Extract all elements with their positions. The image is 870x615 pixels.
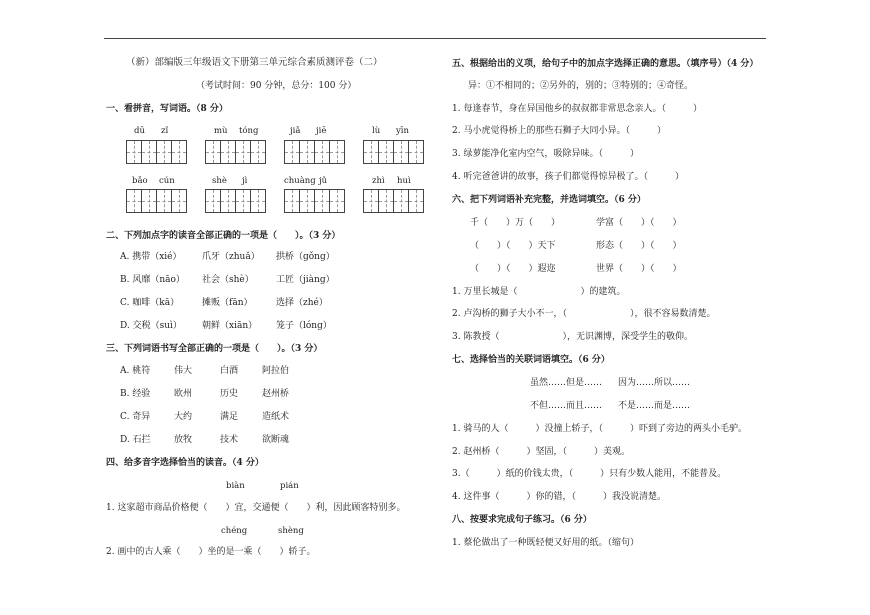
pinyin: dū (134, 126, 145, 136)
answer-grid[interactable] (284, 140, 345, 164)
pinyin: yīn (396, 126, 409, 136)
pinyin: huì (397, 176, 411, 186)
section-5-heading: 五、根据给出的义项，给句子中的加点字选择正确的意思。（填序号）（4 分） (452, 59, 759, 69)
section-2-heading: 二、下列加点字的读音全部正确的一项是（ ）。（3 分） (106, 231, 341, 241)
question-text: 1. 每逢春节，身在异国他乡的叔叔都非常思念亲人。（ ） (452, 104, 702, 114)
option-word: 技术 (220, 435, 239, 445)
question-text: 2. 马小虎觉得桥上的那些石狮子大同小异。（ ） (452, 126, 666, 136)
option-b-word: 社会（shè） (202, 275, 254, 285)
idiom-blank: 形态（ ）（ ） (596, 241, 682, 251)
pinyin: jì (242, 176, 248, 186)
option-d: D. 石拦 (120, 435, 151, 445)
answer-grid[interactable] (126, 189, 187, 213)
answer-grid[interactable] (363, 140, 424, 164)
option-word: 欧州 (174, 389, 193, 399)
answer-grid[interactable] (363, 189, 424, 213)
section-1-heading: 一、看拼音，写词语。（8 分） (106, 104, 228, 114)
pinyin: zǐ (161, 126, 169, 136)
option-c-word: 摊贩（fān） (202, 298, 253, 308)
section-8-heading: 八、按要求完成句子练习。（6 分） (452, 515, 592, 525)
option-word: 欲断魂 (262, 435, 290, 445)
pinyin: chuàng (284, 176, 316, 186)
question-text: 1. 万里长城是（ ）的建筑。 (452, 287, 626, 297)
section-6-heading: 六、把下列词语补充完整，并选词填空。（6 分） (452, 195, 646, 205)
question-text: 4. 这件事（ ）你的错，（ ）我没说清楚。 (452, 492, 666, 502)
pinyin: jiē (316, 126, 327, 136)
option-a-word: 爪牙（zhuǎ） (202, 252, 260, 262)
answer-grid[interactable] (284, 189, 345, 213)
question-text: 1. 这家超市商品价格便（ ）宜，交通便（ ）利，因此顾客特别多。 (106, 503, 406, 513)
option-a: A. 携带（xié） (120, 252, 182, 262)
exam-info: （考试时间：90 分钟，总分：100 分） (196, 81, 357, 91)
idiom-blank: 学富（ ）（ ） (596, 218, 682, 228)
option-d-word: 笼子（lóng） (276, 321, 332, 331)
option-word: 历史 (220, 389, 239, 399)
option-b: B. 经验 (120, 389, 151, 399)
option-b-word: 工匠（jiàng） (276, 275, 335, 285)
answer-grid[interactable] (126, 140, 187, 164)
question-text: 2. 画中的古人乘（ ）坐的是一乘（ ）轿子。 (106, 547, 316, 557)
conjunction-option: 虽然……但是…… (530, 378, 603, 388)
pinyin: shèng (278, 526, 304, 536)
section-4-heading: 四、给多音字选择恰当的读音。（4 分） (106, 458, 264, 468)
option-c-word: 选择（zhé） (276, 298, 328, 308)
definitions: 异：①不相同的；②另外的，别的；③特别的；④奇怪。 (468, 81, 694, 91)
conjunction-option: 不但……而且…… (530, 401, 603, 411)
conjunction-option: 不是……而是…… (618, 401, 691, 411)
question-text: 2. 赵州桥（ ）坚固，（ ）美观。 (452, 447, 630, 457)
option-word: 赵州桥 (262, 389, 290, 399)
pinyin: chéng (221, 526, 248, 536)
idiom-blank: （ ）（ ）天下 (470, 241, 556, 251)
option-word: 满足 (220, 412, 239, 422)
pinyin: pián (280, 481, 299, 491)
answer-grid[interactable] (205, 140, 266, 164)
idiom-blank: 千（ ）万（ ） (470, 218, 561, 228)
option-word: 大约 (174, 412, 193, 422)
option-word: 造纸术 (262, 412, 290, 422)
idiom-blank: （ ）（ ）遐迩 (470, 264, 556, 274)
pinyin: jǔ (319, 176, 328, 186)
option-a: A. 桃符 (120, 366, 151, 376)
pinyin: lù (372, 126, 381, 136)
option-d: D. 交税（suì） (120, 321, 182, 331)
idiom-blank: 世界（ ）（ ） (596, 264, 682, 274)
option-d-word: 朝鲜（xiān） (202, 321, 258, 331)
pinyin: tóng (239, 126, 259, 136)
option-a-word: 拱桥（gǒng） (276, 252, 335, 262)
pinyin: jiǎ (290, 126, 301, 136)
section-3-heading: 三、下列词语书写全部正确的一项是（ ）。（3 分） (106, 344, 323, 354)
pinyin: shè (212, 176, 227, 186)
option-word: 伟大 (174, 366, 193, 376)
pinyin: zhì (372, 176, 385, 186)
paper-title: （新）部编版三年级语文下册第三单元综合素质测评卷（二） (126, 57, 383, 68)
question-text: 1. 蔡伦做出了一种既轻便又好用的纸。（缩句） (452, 538, 639, 548)
answer-grid[interactable] (205, 189, 266, 213)
option-c: C. 奇异 (120, 412, 151, 422)
pinyin: cún (159, 176, 175, 186)
question-text: 2. 卢沟桥的狮子大小不一，（ ），很不容易数清楚。 (452, 309, 716, 319)
option-word: 阿拉伯 (262, 366, 290, 376)
question-text: 3. 绿萝能净化室内空气，吸除异味。（ ） (452, 149, 639, 159)
option-word: 白酒 (220, 366, 239, 376)
option-c: C. 咖啡（kā） (120, 298, 180, 308)
conjunction-option: 因为……所以…… (618, 378, 691, 388)
top-rule (104, 38, 766, 39)
question-text: 4. 听完爸爸讲的故事，孩子们都觉得惊异极了。（ ） (452, 172, 684, 182)
question-text: 3. 陈教授（ ），无识渊博，深受学生的敬仰。 (452, 332, 693, 342)
question-text: 1. 骑马的人（ ）没撞上轿子，（ ）吓到了旁边的两头小毛驴。 (452, 424, 747, 434)
pinyin: biàn (226, 481, 245, 491)
option-b: B. 风靡（nāo） (120, 275, 185, 285)
section-7-heading: 七、选择恰当的关联词语填空。（6 分） (452, 355, 610, 365)
option-word: 放牧 (174, 435, 193, 445)
question-text: 3.（ ）纸的价钱太贵，（ ）只有少数人能用，不能普及。 (452, 469, 727, 479)
pinyin: mù (214, 126, 228, 136)
pinyin: bǎo (132, 176, 148, 186)
